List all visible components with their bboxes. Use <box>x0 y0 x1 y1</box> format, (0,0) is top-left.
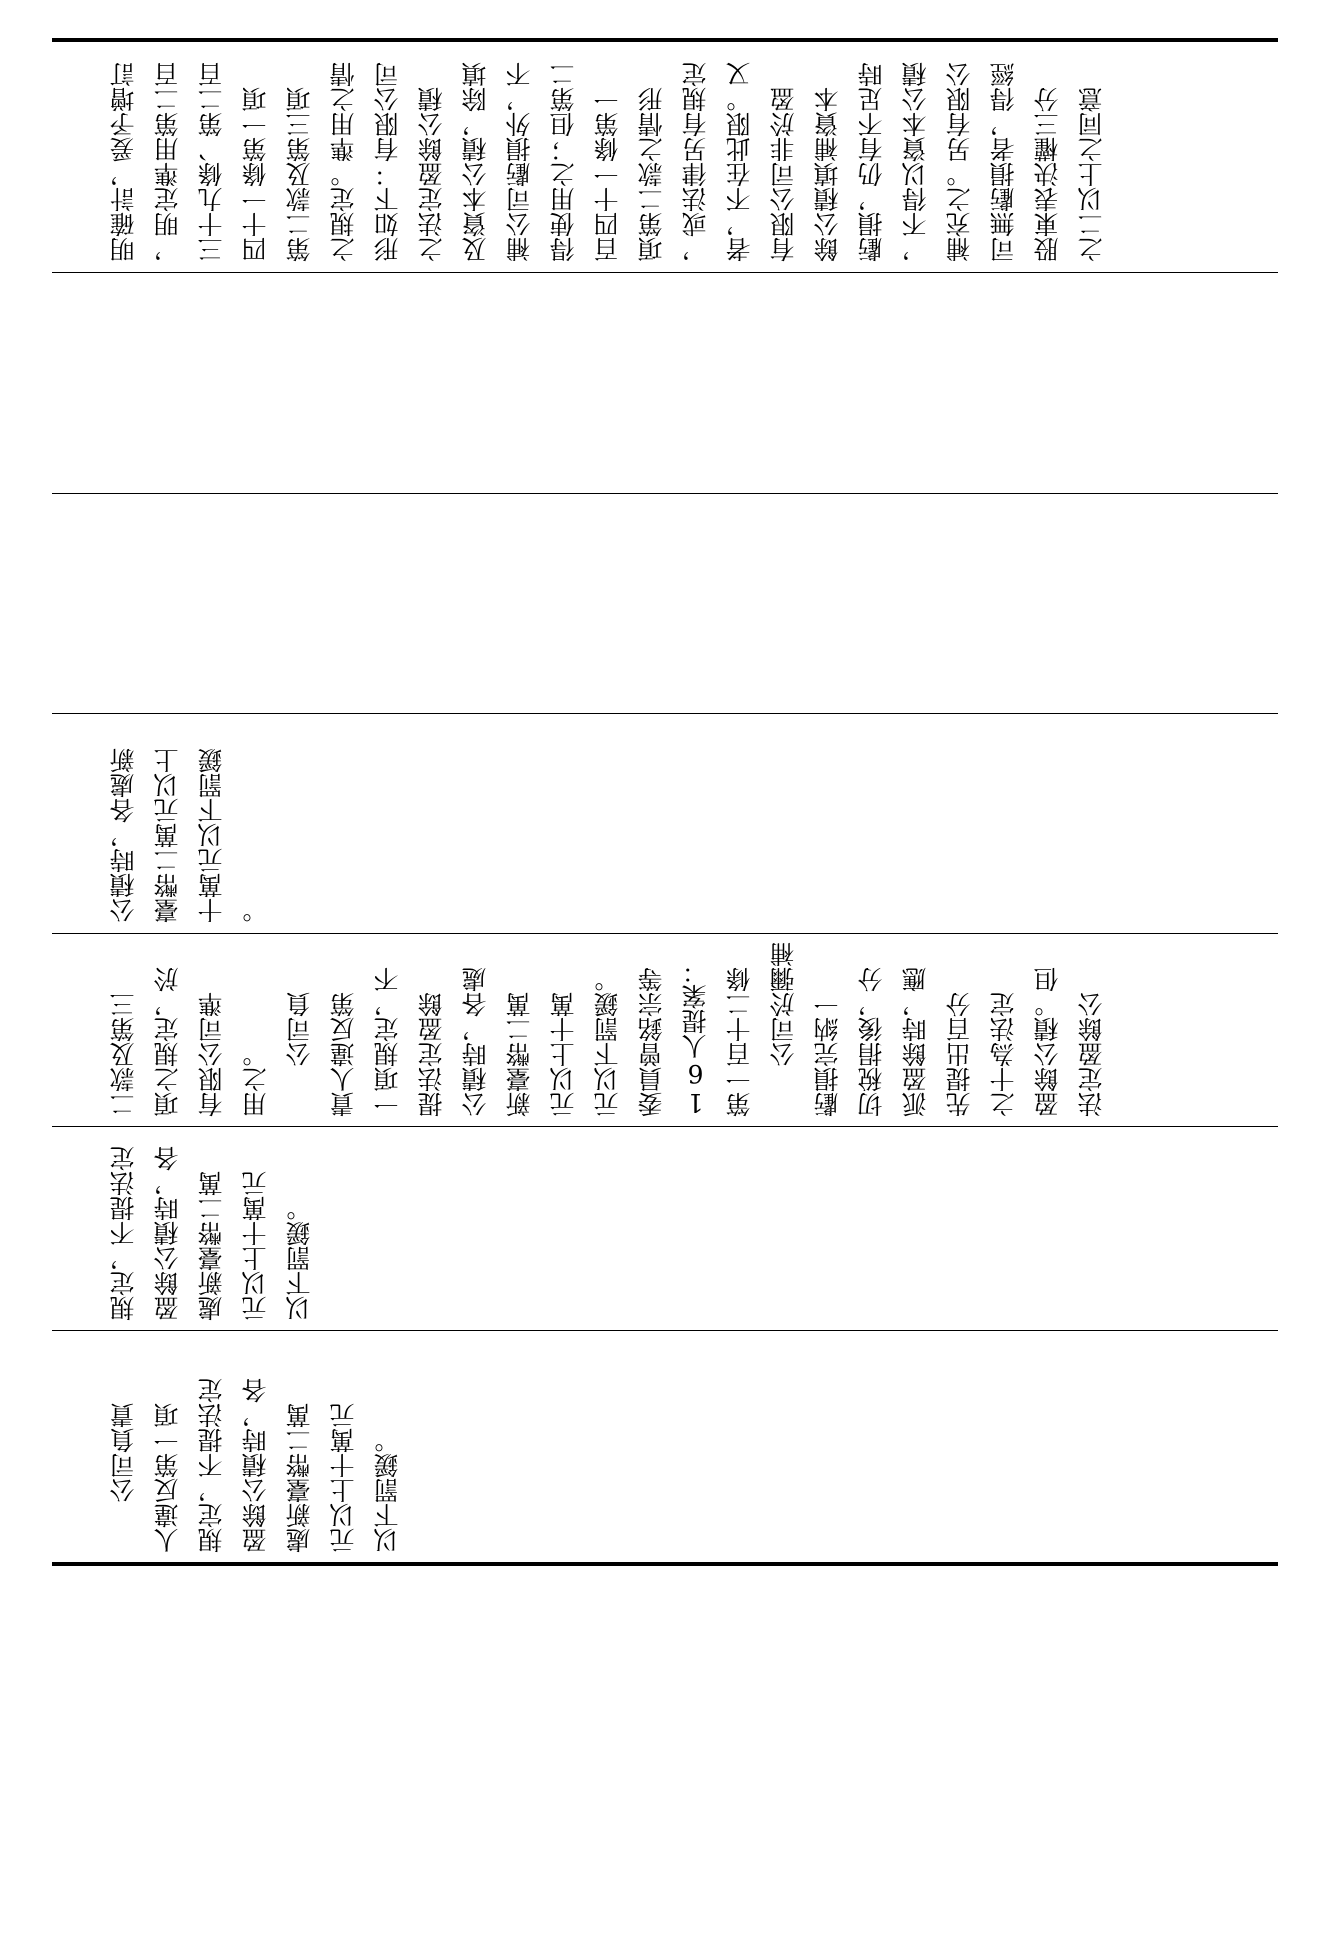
text-column: 提法定盈餘 <box>417 992 446 1117</box>
text-column: 處新臺幣二萬 <box>285 1403 314 1553</box>
text-column: 公積時，各處 <box>461 967 490 1117</box>
text-column: 公司於彌補 <box>769 942 798 1117</box>
row-divider <box>52 493 1278 494</box>
text-column: 明確計，爰予增訂 <box>109 62 138 262</box>
table-row <box>52 46 1278 268</box>
bottom-rule <box>52 1562 1278 1566</box>
text-column: 公積時，各處新 <box>109 748 138 923</box>
text-column: 以下罰鍰。 <box>373 1428 402 1553</box>
row-divider <box>52 1126 1278 1127</box>
text-column: 之規定。準用之情 <box>329 62 358 262</box>
text-column: ，明定準用第二百 <box>153 62 182 262</box>
text-column: 項第二款之情形 <box>637 87 666 262</box>
row-divider <box>52 272 1278 273</box>
text-column: 派盈餘時，應 <box>901 967 930 1117</box>
text-column: 餘公積填補資本 <box>813 87 842 262</box>
table-row <box>52 1130 1278 1327</box>
text-column: 百四十一條第一 <box>593 87 622 262</box>
text-column: 人違反第一項 <box>153 1403 182 1553</box>
text-column: 有限公司非於盈 <box>769 87 798 262</box>
text-column: 股東表決權三分 <box>1033 87 1062 262</box>
row-divider <box>52 933 1278 934</box>
text-column: 第二款及第三項 <box>285 87 314 262</box>
text-column: 新臺幣二萬 <box>505 992 534 1117</box>
text-column: 司無虧損者，得經 <box>989 62 1018 262</box>
top-rule <box>52 38 1278 42</box>
text-column: 元以上十萬 <box>549 992 578 1117</box>
text-column: 元以下罰鍰。 <box>593 967 622 1117</box>
text-column: 。 <box>241 898 270 923</box>
text-column: 補充之。另有限公 <box>945 62 974 262</box>
text-column: 形如下：有限公司 <box>373 62 402 262</box>
text-column: 16人提案： <box>681 959 710 1117</box>
text-column: 補公司虧損外，不 <box>505 62 534 262</box>
table-row <box>52 497 1278 710</box>
text-column: 三十九條、第二百 <box>197 62 226 262</box>
table-row <box>52 276 1278 490</box>
text-column: 四十一條第一項 <box>241 87 270 262</box>
text-column: 虧損，仍有不足時 <box>857 62 886 262</box>
text-column: 規定，不提法定 <box>197 1378 226 1553</box>
text-column: 虧損完納一 <box>813 992 842 1117</box>
text-column: 盈餘公積。但 <box>1033 967 1062 1117</box>
row-divider <box>52 713 1278 714</box>
text-column: 法定盈餘公 <box>1077 992 1106 1117</box>
text-column: 元以上十萬元 <box>329 1403 358 1553</box>
text-column: 之法定盈餘公積 <box>417 87 446 262</box>
row-divider <box>52 1330 1278 1331</box>
text-column: 及資本公積，除填 <box>461 62 490 262</box>
text-column: 責人違反第 <box>329 992 358 1117</box>
text-column: 項之規定，於 <box>153 967 182 1117</box>
text-column: 先提出百分 <box>945 992 974 1117</box>
text-column: 用之。 <box>241 1042 270 1117</box>
text-column: 公司負 <box>285 992 314 1117</box>
text-column: 盈餘公積時，各 <box>153 1146 182 1321</box>
text-column: 有限公司準 <box>197 992 226 1117</box>
text-column: 元以上十萬元 <box>241 1171 270 1321</box>
text-column: 委員曾銘宗等 <box>637 967 666 1117</box>
text-column: 一項規定，不 <box>373 967 402 1117</box>
text-column: ，或法律另有規定 <box>681 62 710 262</box>
text-column: 得使用之；但第二 <box>549 62 578 262</box>
text-column: 臺幣二萬元以上 <box>153 748 182 923</box>
text-column: 以下罰鍰。 <box>285 1196 314 1321</box>
text-column: 規定，不提法定 <box>109 1146 138 1321</box>
text-column: 二款及第三 <box>109 992 138 1117</box>
text-column: 之二以上之同意 <box>1077 87 1106 262</box>
text-column: 處新臺幣二萬 <box>197 1171 226 1321</box>
text-column: 切稅捐後，分 <box>857 967 886 1117</box>
text-column: 盈餘公積時，各 <box>241 1378 270 1553</box>
text-column: 公司負責 <box>109 1403 138 1553</box>
text-column: 之十為法定 <box>989 992 1018 1117</box>
table-row <box>52 937 1278 1123</box>
text-column: 十萬元以下罰鍰 <box>197 748 226 923</box>
text-column: 者，不在此限。又 <box>725 62 754 262</box>
table-row <box>52 1334 1278 1559</box>
text-column: ，不得以資本公積 <box>901 62 930 262</box>
text-column: 第一百十二條 <box>725 967 754 1117</box>
table-row <box>52 717 1278 929</box>
